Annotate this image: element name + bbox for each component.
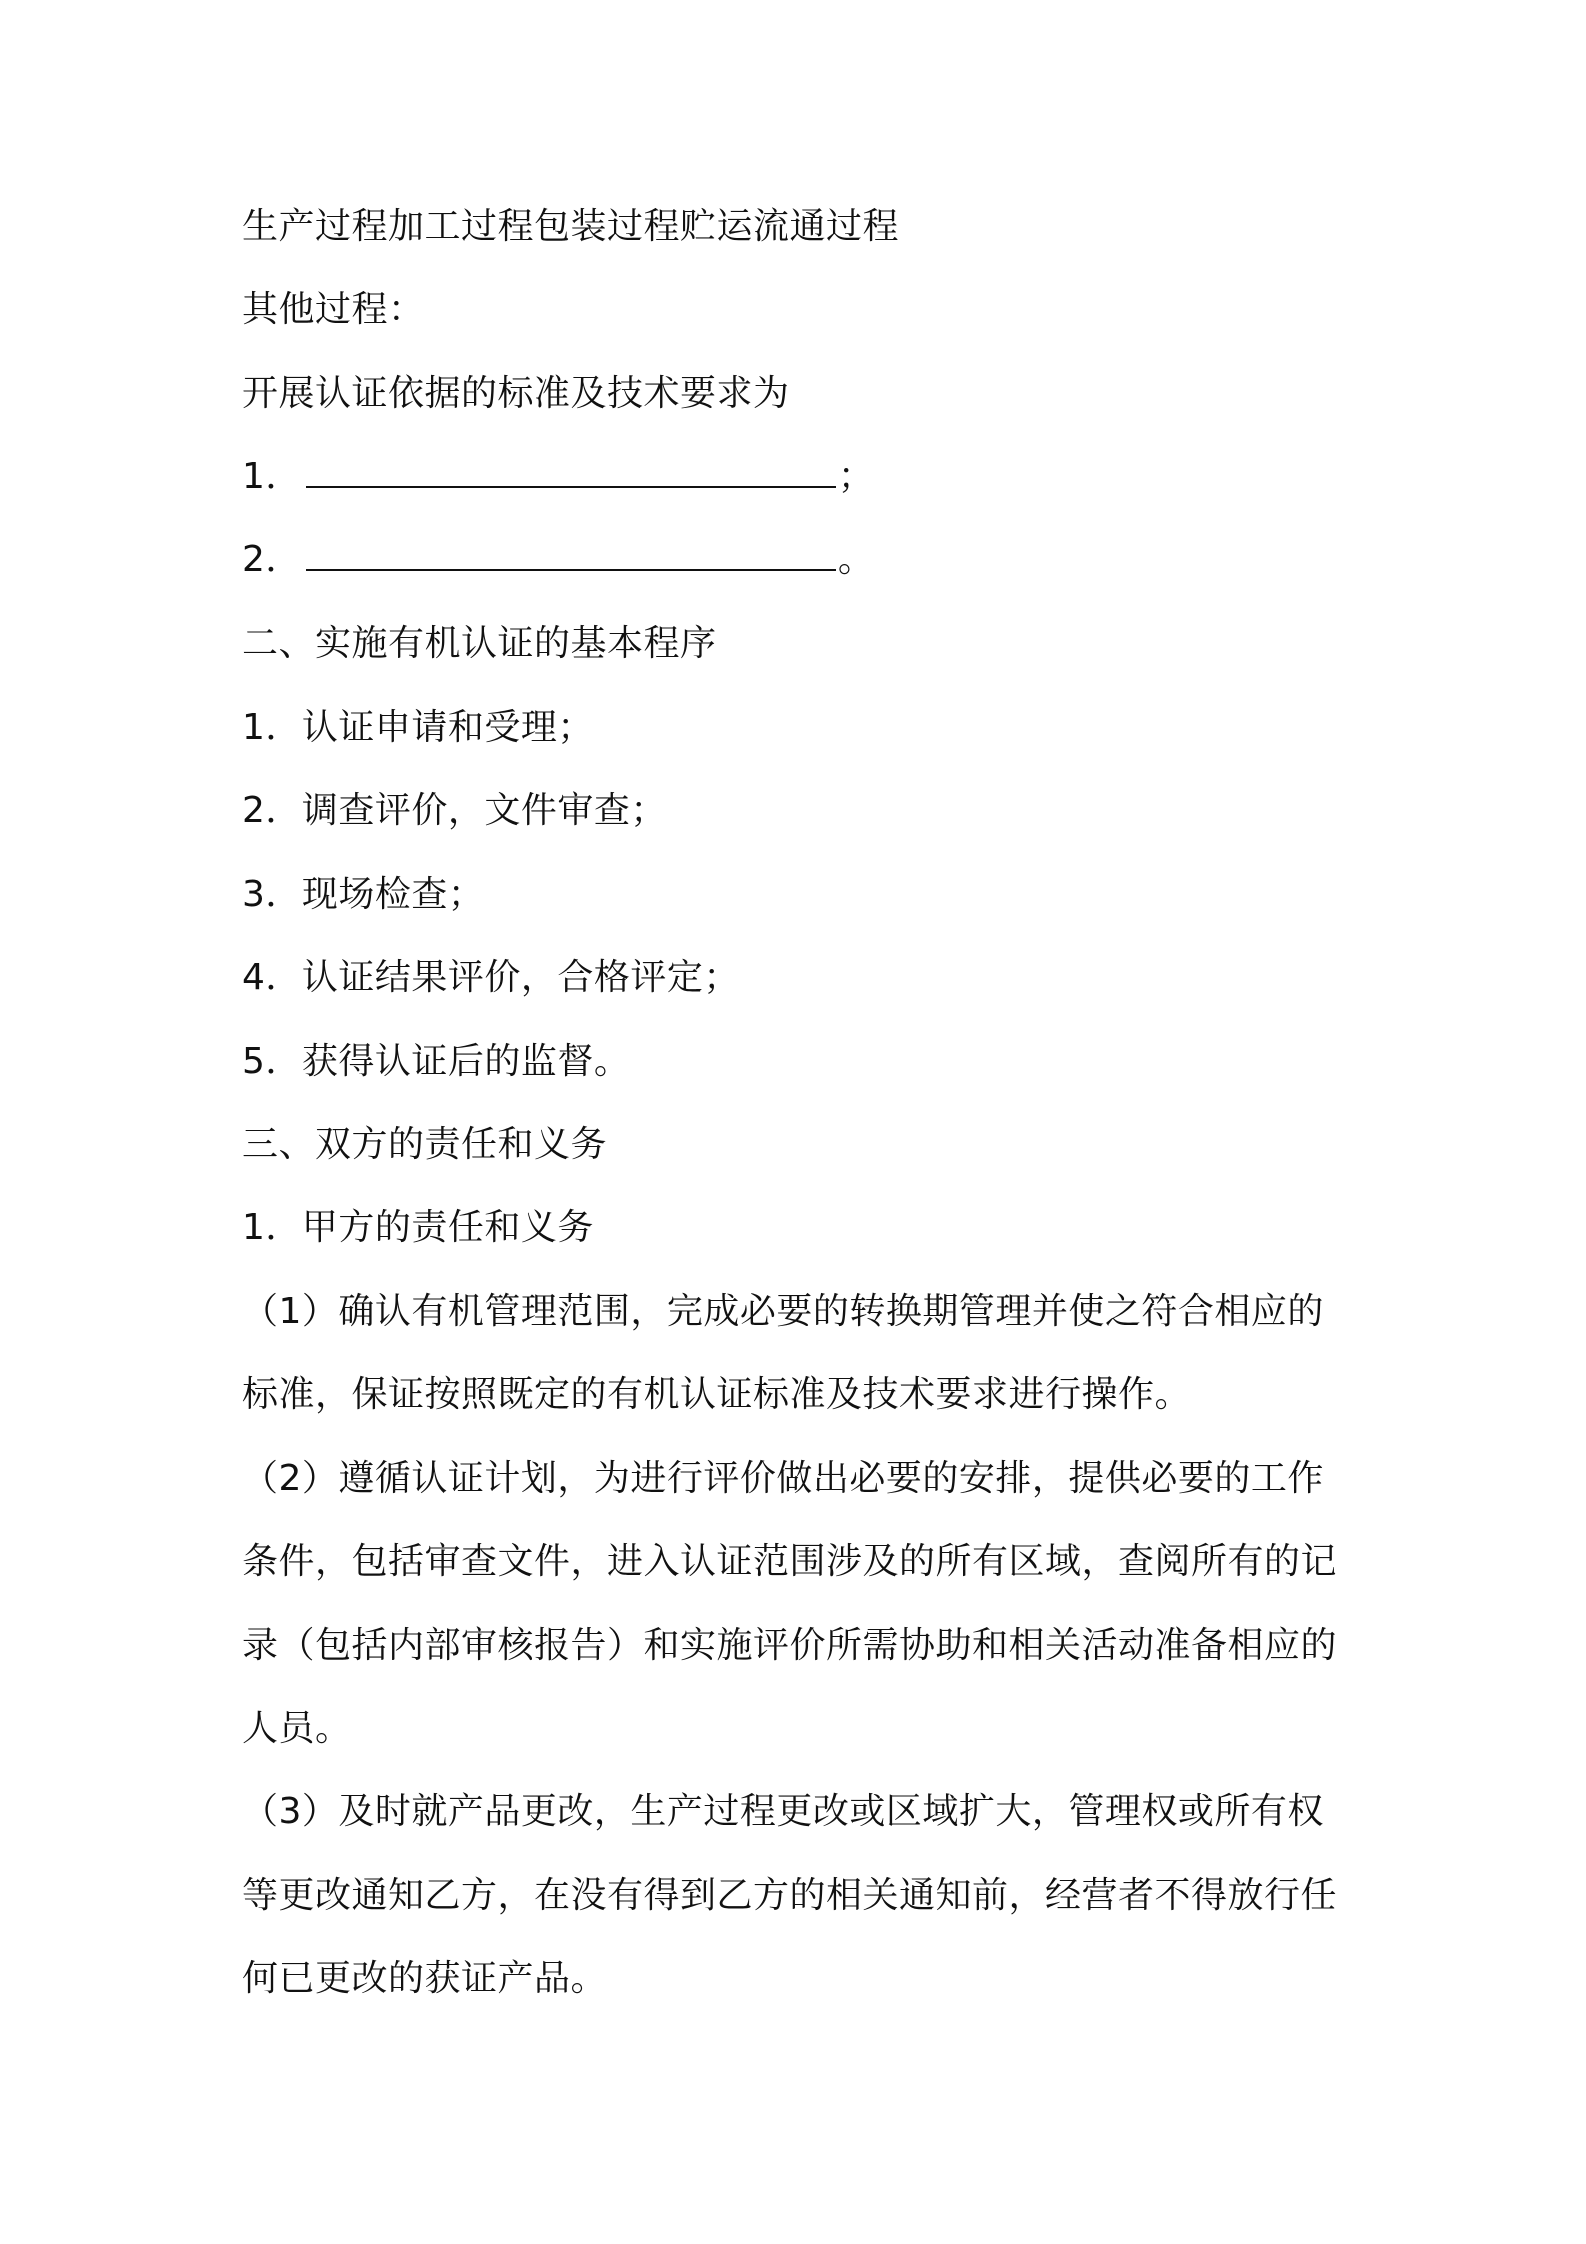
- fill-blank-1[interactable]: [306, 456, 836, 488]
- procedure-item-3: 3．现场检查；: [242, 874, 485, 915]
- clause-2-line-4: 人员。: [242, 1708, 352, 1749]
- party-a-heading: 1．甲方的责任和义务: [242, 1207, 594, 1248]
- section-3-heading: 三、双方的责任和义务: [242, 1124, 608, 1165]
- procedure-item-4: 4．认证结果评价，合格评定；: [242, 957, 740, 998]
- fill-blank-2[interactable]: [306, 539, 836, 571]
- standard-item-2-suffix: 。: [837, 539, 875, 580]
- clause-3-line-2: 等更改通知乙方，在没有得到乙方的相关通知前，经营者不得放行任: [242, 1875, 1338, 1916]
- clause-2-line-3: 录（包括内部审核报告）和实施评价所需协助和相关活动准备相应的: [242, 1625, 1338, 1666]
- clause-2-line-2: 条件，包括审查文件，进入认证范围涉及的所有区域，查阅所有的记: [242, 1541, 1338, 1582]
- clause-1-line-2: 标准，保证按照既定的有机认证标准及技术要求进行操作。: [242, 1374, 1192, 1415]
- standard-item-1: [242, 455, 874, 499]
- clause-2-line-1: （2）遵循认证计划，为进行评价做出必要的安排，提供必要的工作: [242, 1458, 1324, 1499]
- process-types-line: 生产过程加工过程包装过程贮运流通过程: [242, 206, 900, 247]
- standards-intro-line: 开展认证依据的标准及技术要求为: [242, 373, 790, 414]
- clause-3-line-3: 何已更改的获证产品。: [242, 1958, 608, 1999]
- procedure-item-5: 5．获得认证后的监督。: [242, 1041, 631, 1082]
- other-process-line: 其他过程：: [242, 289, 425, 330]
- procedure-item-1: 1．认证申请和受理；: [242, 707, 594, 748]
- clause-3-line-1: （3）及时就产品更改，生产过程更改或区域扩大，管理权或所有权: [242, 1791, 1324, 1832]
- procedure-item-2: 2．调查评价，文件审查；: [242, 790, 667, 831]
- standard-item-1-suffix: ；: [837, 456, 875, 497]
- clause-1-line-1: （1）确认有机管理范围，完成必要的转换期管理并使之符合相应的: [242, 1291, 1324, 1332]
- standard-item-2: [242, 538, 874, 582]
- standard-item-2-number: 2．: [242, 539, 302, 580]
- section-2-heading: 二、实施有机认证的基本程序: [242, 623, 717, 664]
- standard-item-1-number: 1．: [242, 456, 302, 497]
